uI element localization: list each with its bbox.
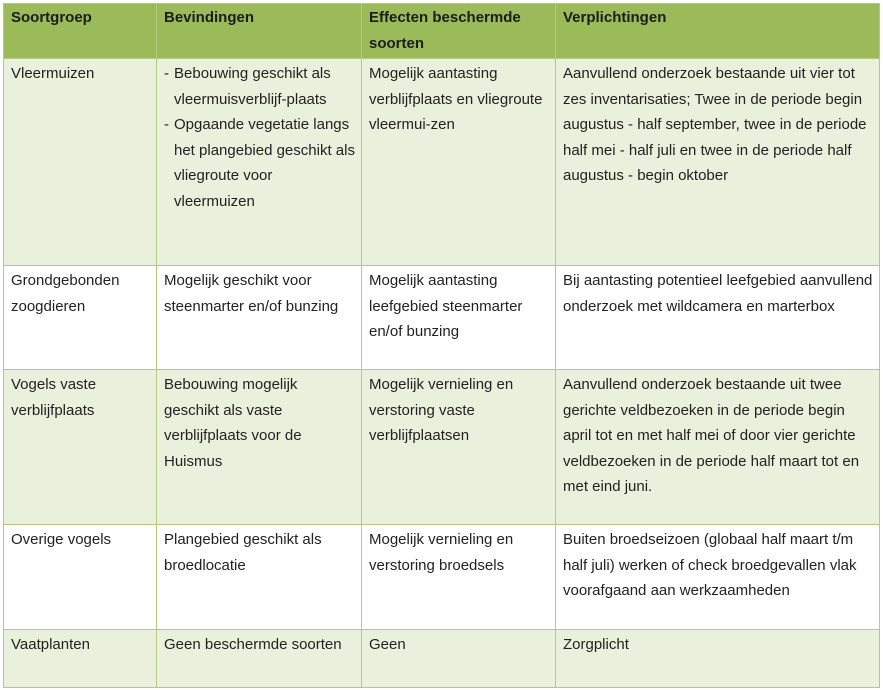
- table-row: [4, 630, 880, 688]
- cell-group: Vleermuizen: [4, 59, 157, 266]
- list-item: [164, 61, 355, 112]
- cell-group: Vaatplanten: [4, 630, 157, 688]
- header-bevindingen: Bevindingen: [157, 4, 362, 59]
- header-soortgroep: Soortgroep: [4, 4, 157, 59]
- cell-group: Overige vogels: [4, 525, 157, 630]
- header-effecten: Effecten beschermde soorten: [362, 4, 556, 59]
- cell-effects: Geen: [362, 630, 556, 688]
- finding-text: Bebouwing geschikt als vleermuisverblijf-plaats: [174, 65, 331, 108]
- table-row: [4, 370, 880, 525]
- cell-effects: Mogelijk vernieling en verstoring vaste verblijfplaatsen: [362, 370, 556, 525]
- cell-obligations: Buiten broedseizoen (globaal half maart t/m half juli) werken of check broedgevallen vlak voorafgaand aan werkzaamheden: [556, 525, 880, 630]
- finding-text: Opgaande vegetatie langs het plangebied geschikt als vliegroute voor vleermuizen: [174, 116, 355, 210]
- cell-effects: Mogelijk vernieling en verstoring broedsels: [362, 525, 556, 630]
- list-item: [164, 112, 355, 214]
- cell-obligations: Bij aantasting potentieel leefgebied aanvullend onderzoek met wildcamera en marterbox: [556, 266, 880, 370]
- dash-marker: -: [164, 116, 169, 133]
- table-row: [4, 266, 880, 370]
- cell-obligations: Aanvullend onderzoek bestaande uit twee gerichte veldbezoeken in de periode begin april tot en met half mei of door vier gerichte veldbezoeken in de periode half maart tot en met eind juni.: [556, 370, 880, 525]
- species-table: [3, 3, 880, 688]
- cell-findings: [157, 59, 362, 266]
- cell-group: Grondgebonden zoogdieren: [4, 266, 157, 370]
- header-row: [4, 4, 880, 59]
- cell-obligations: Aanvullend onderzoek bestaande uit vier tot zes inventarisaties; Twee in de periode begin augustus - half september, twee in de periode half mei - half juli en twee in de periode half augustus - begin oktober: [556, 59, 880, 266]
- cell-findings: Geen beschermde soorten: [157, 630, 362, 688]
- cell-findings: Mogelijk geschikt voor steenmarter en/of bunzing: [157, 266, 362, 370]
- cell-obligations: Zorgplicht: [556, 630, 880, 688]
- cell-findings: Plangebied geschikt als broedlocatie: [157, 525, 362, 630]
- table-row: [4, 525, 880, 630]
- table-row: [4, 59, 880, 266]
- dash-marker: -: [164, 65, 169, 82]
- cell-group: Vogels vaste verblijfplaats: [4, 370, 157, 525]
- cell-effects: Mogelijk aantasting leefgebied steenmarter en/of bunzing: [362, 266, 556, 370]
- cell-findings: Bebouwing mogelijk geschikt als vaste verblijfplaats voor de Huismus: [157, 370, 362, 525]
- header-verplichtingen: Verplichtingen: [556, 4, 880, 59]
- findings-list: [164, 61, 355, 214]
- cell-effects: Mogelijk aantasting verblijfplaats en vliegroute vleermui-zen: [362, 59, 556, 266]
